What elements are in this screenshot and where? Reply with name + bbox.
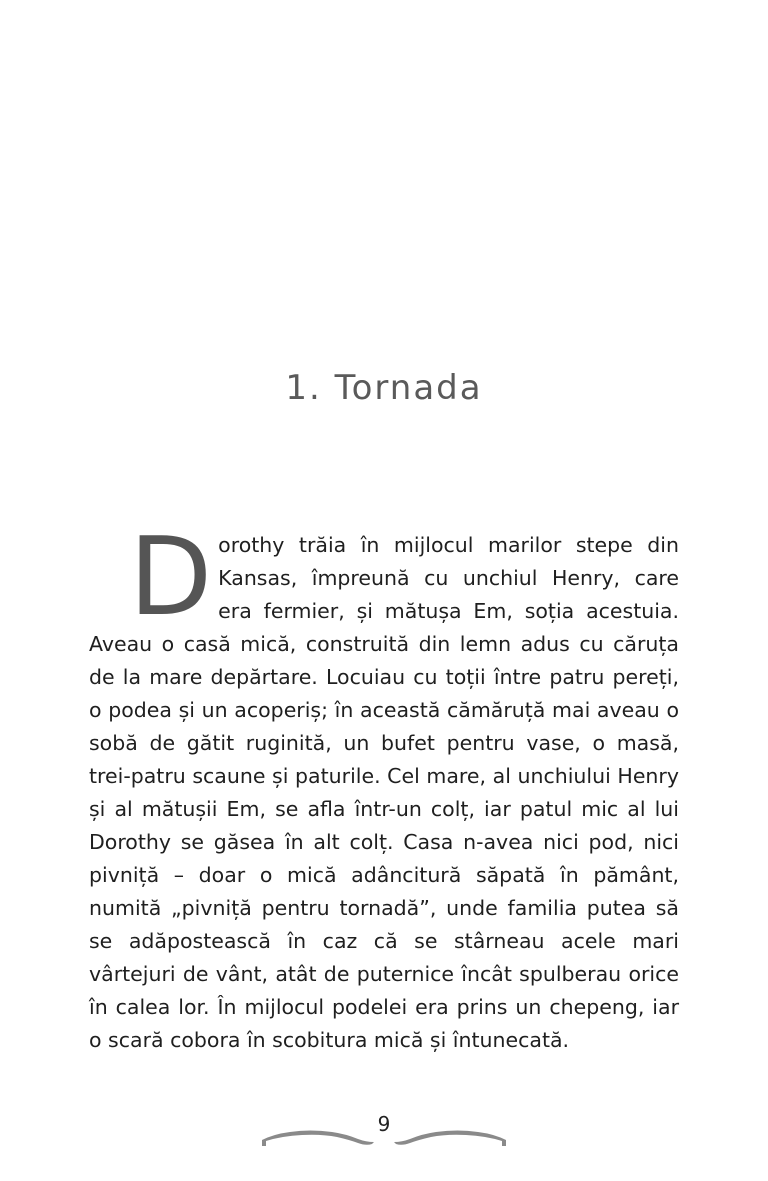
body-paragraph xyxy=(89,515,679,1057)
ornament-right-swash xyxy=(394,1131,506,1147)
page-number: 9 xyxy=(377,1112,391,1136)
footer-ornament xyxy=(262,1124,506,1148)
paragraph-text: orothy trăia în mijlocul marilor stepe din Kansas, împreună cu unchiul Henry, care era fermier, și mătușa Em, soția acestuia. Aveau o casă mică, construită din lemn adus cu căruța de la mare depărtare. Locuiau cu toții între patru pereți, o podea și un acoperiș; în această cămăruță mai aveau o sobă de gătit ruginită, un bufet pentru vase, o masă, trei-patru scaune și paturile. Cel mare, al unchiului Henry și al mătușii Em, se afla într-un colț, iar patul mic al lui Dorothy se găsea în alt colț. Casa n-avea nici pod, nici pivniță – doar o mică adâncitură săpată în pământ, numită „pivniță pentru tornadă”, unde familia putea să se adăpostească în caz că se stârneau acele mari vârtejuri de vânt, atât de puternice încât spulberau orice în calea lor. În mijlocul podelei era prins un chepeng, iar o scară cobora în scobitura mică și întunecată. xyxy=(89,533,679,1052)
chapter-title: 1. Tornada xyxy=(285,368,483,408)
drop-cap: D xyxy=(129,515,213,640)
ornament-left-swash xyxy=(262,1131,374,1147)
